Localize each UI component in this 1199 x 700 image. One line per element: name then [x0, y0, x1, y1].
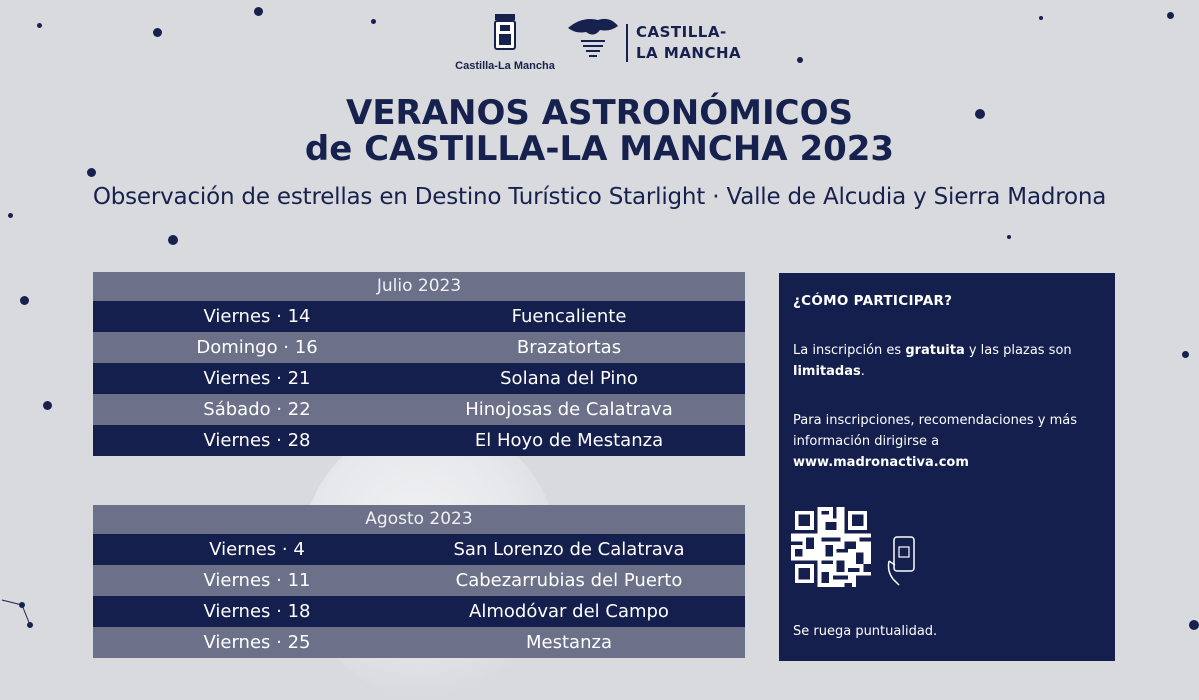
star — [87, 168, 96, 177]
p1-text: . — [860, 364, 865, 379]
jccm-logo-text: Castilla-La Mancha — [455, 60, 555, 72]
agosto-schedule-table — [93, 505, 745, 658]
row-date: Viernes · 4 — [209, 539, 305, 560]
turismo-logo-text — [636, 22, 741, 64]
row-date: Sábado · 22 — [203, 399, 311, 420]
info-heading: ¿CÓMO PARTICIPAR? — [793, 293, 953, 309]
turismo-logo — [564, 14, 764, 70]
info-punctuality-note: Se ruega puntualidad. — [793, 624, 938, 639]
table-row — [93, 394, 745, 425]
star — [153, 28, 162, 37]
row-place: Almodóvar del Campo — [469, 601, 669, 622]
turismo-line1: CASTILLA- — [636, 23, 727, 41]
row-place: El Hoyo de Mestanza — [474, 430, 664, 451]
qr-code-icon[interactable] — [791, 507, 871, 587]
main-title-line1: VERANOS ASTRONÓMICOS — [346, 93, 853, 133]
star — [20, 296, 29, 305]
star — [8, 213, 13, 218]
month-header: Julio 2023 — [93, 272, 745, 301]
star — [371, 19, 376, 24]
p1-bold-gratuita: gratuita — [905, 343, 965, 358]
star — [1182, 351, 1189, 358]
row-date: Viernes · 11 — [203, 570, 311, 591]
star — [254, 7, 263, 16]
star — [1007, 235, 1011, 239]
row-place: Fuencaliente — [511, 306, 627, 327]
table-row — [93, 425, 745, 456]
row-date: Viernes · 28 — [203, 430, 311, 451]
star — [1189, 620, 1199, 630]
p2-text: Para inscripciones, recomendaciones y más información dirigirse a — [793, 413, 1077, 449]
table-row — [93, 332, 745, 363]
star — [43, 401, 52, 410]
info-paragraph-contact — [793, 410, 1093, 473]
julio-schedule-table — [93, 272, 745, 456]
row-date: Viernes · 14 — [203, 306, 311, 327]
table-row — [93, 596, 745, 627]
p1-bold-limitadas: limitadas — [793, 364, 861, 379]
table-row — [93, 534, 745, 565]
star — [1039, 16, 1043, 20]
logo-separator — [626, 24, 628, 62]
phone-scan-icon — [885, 535, 921, 587]
info-paragraph-registration — [793, 340, 1093, 382]
table-row — [93, 627, 745, 658]
constellation-graphic — [0, 580, 60, 640]
p1-text: La inscripción es — [793, 343, 906, 358]
participation-info-box — [779, 273, 1115, 661]
row-place: Cabezarrubias del Puerto — [455, 570, 683, 591]
row-place: Mestanza — [526, 632, 612, 653]
castle-shield-icon — [492, 12, 518, 52]
row-date: Viernes · 25 — [203, 632, 311, 653]
table-row — [93, 565, 745, 596]
windmill-hat-icon — [564, 14, 622, 68]
star — [168, 235, 178, 245]
row-place: Solana del Pino — [500, 368, 638, 389]
jccm-logo — [455, 12, 555, 72]
table-row — [93, 363, 745, 394]
row-date: Viernes · 18 — [203, 601, 311, 622]
website-link[interactable]: www.madronactiva.com — [793, 455, 969, 470]
star — [37, 23, 42, 28]
row-place: Brazatortas — [516, 337, 622, 358]
subtitle: Observación de estrellas en Destino Turístico Starlight · Valle de Alcudia y Sierra Madrona — [92, 184, 1107, 210]
month-header: Agosto 2023 — [93, 505, 745, 534]
row-place: Hinojosas de Calatrava — [465, 399, 673, 420]
p1-text: y las plazas son — [964, 343, 1072, 358]
main-title-line2: de CASTILLA-LA MANCHA 2023 — [304, 129, 895, 169]
table-row — [93, 301, 745, 332]
row-date: Domingo · 16 — [196, 337, 318, 358]
turismo-line2: LA MANCHA — [636, 44, 742, 62]
star — [1167, 12, 1174, 19]
row-date: Viernes · 21 — [203, 368, 311, 389]
star — [797, 57, 803, 63]
row-place: San Lorenzo de Calatrava — [453, 539, 685, 560]
